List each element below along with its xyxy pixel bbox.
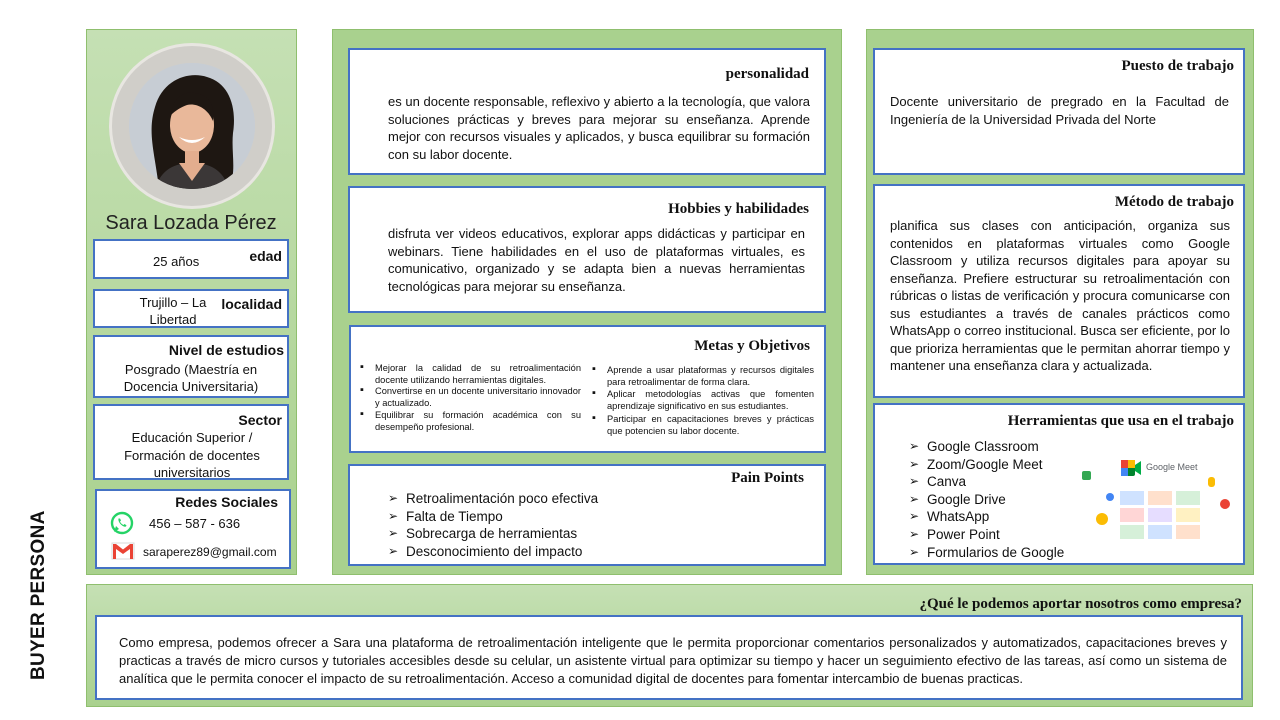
personality-text: es un docente responsable, reflexivo y abierto a la tecnología, que valora soluciones prácticas y breves para mejorar su enseñanza. Aprende mejor con recursos visuales y aplicados, y busca equilibrar su formación con su labor docente. [388, 94, 810, 162]
personality-title: personalidad [725, 66, 809, 82]
decor-dot [1220, 499, 1230, 509]
goals-left-list [360, 363, 581, 433]
list-item: ➢ Google Drive [909, 491, 1064, 509]
list-item: ▪ Mejorar la calidad de su retroalimentación docente utilizando herramientas digitales. [360, 363, 581, 386]
offer-text: Como empresa, podemos ofrecer a Sara una plataforma de retroalimentación inteligente que le permita proporcionar comentarios personalizados y automatizados, capacitaciones breves y practicas a través de micro cursos y tutoriales accesibles desde su celular, un asistente virtual para optimizar su tiempo y hacer un seguimiento efectivo de las tareas, así como un sistema de analítica que le permita conocer el impacto de su retroalimentación. Acceso a comunidad digital de docentes para fomentar intercambio de buenas practicas. [119, 635, 1227, 686]
tools-list [909, 438, 1064, 561]
google-meet-logo-text: Google Meet [1146, 462, 1198, 472]
personality-card [348, 48, 826, 175]
offer-card [95, 615, 1243, 700]
list-item: ▪ Participar en capacitaciones breves y prácticas que potencien su labor docente. [592, 414, 814, 437]
location-card [93, 289, 289, 328]
tools-title: Herramientas que usa en el trabajo [1007, 413, 1234, 429]
list-item: ➢ Formularios de Google [909, 544, 1064, 562]
method-card [873, 184, 1245, 398]
decor-dot [1096, 513, 1108, 525]
goals-right-list [592, 365, 814, 437]
job-card [873, 48, 1245, 175]
social-card [95, 489, 291, 569]
method-title: Método de trabajo [1114, 194, 1234, 210]
age-label: edad [249, 248, 282, 264]
whatsapp-icon [110, 511, 134, 535]
age-value: 25 años [153, 254, 200, 269]
goals-title: Metas y Objetivos [694, 338, 810, 354]
email-address[interactable]: saraperez89@gmail.com [143, 545, 277, 559]
method-text: planifica sus clases con anticipación, organiza sus contenidos en plataformas virtuales como Google Classroom y utiliza recursos digitales para apoyar su enseñanza. Prefiere estructurar su retroalimentación con rúbricas o listas de verificación y procura comunicarse con sus estudiantes a través de canales prácticos como WhatsApp o correo institucional. Busca ser eficiente, por lo que prioriza herramientas que le permitan ahorrar tiempo y mantener una enseñanza clara y actualizada. [890, 218, 1230, 373]
phone-number: 456 – 587 - 636 [149, 516, 241, 531]
sector-value: Educación Superior / Formación de docentes universitarios [124, 430, 260, 480]
goals-card [349, 325, 826, 453]
pain-points-card [348, 464, 826, 566]
job-text: Docente universitario de pregrado en la Facultad de Ingeniería de la Universidad Privada del Norte [890, 94, 1229, 127]
page-title: BUYER PERSONA [28, 510, 49, 680]
location-value: Trujillo – La Libertad [139, 295, 207, 327]
offer-title: ¿Qué le podemos aportar nosotros como empresa? [919, 596, 1242, 612]
education-card [93, 335, 289, 398]
list-item: ➢ Falta de Tiempo [388, 508, 598, 526]
sector-card [93, 404, 289, 480]
list-item: ➢ WhatsApp [909, 508, 1064, 526]
list-item: ➢ Zoom/Google Meet [909, 456, 1064, 474]
gmail-icon [111, 542, 135, 560]
job-title: Puesto de trabajo [1121, 58, 1234, 74]
hobbies-title: Hobbies y habilidades [668, 201, 809, 217]
location-label: localidad [221, 296, 282, 312]
decor-dot [1208, 477, 1215, 487]
persona-name: Sara Lozada Pérez [105, 212, 277, 234]
tools-card [873, 403, 1245, 565]
list-item: ➢ Canva [909, 473, 1064, 491]
sector-label: Sector [238, 412, 282, 428]
pain-points-list [388, 490, 598, 561]
age-card [93, 239, 289, 279]
avatar [109, 43, 275, 209]
list-item: ▪ Aprende a usar plataformas y recursos digitales para retroalimentar de forma clara. [592, 365, 814, 388]
list-item: ➢ Desconocimiento del impacto [388, 543, 598, 561]
list-item: ➢ Power Point [909, 526, 1064, 544]
decor-dot [1106, 493, 1114, 501]
list-item: ▪ Equilibrar su formación académica con su desempeño profesional. [360, 410, 581, 433]
profile-photo [129, 63, 255, 189]
google-meet-icon [1121, 460, 1141, 476]
list-item: ▪ Convertirse en un docente universitario innovador y actualizado. [360, 386, 581, 409]
pain-points-title: Pain Points [731, 470, 804, 486]
social-label: Redes Sociales [175, 494, 278, 510]
hobbies-card [348, 186, 826, 313]
list-item: ➢ Google Classroom [909, 438, 1064, 456]
hobbies-text: disfruta ver videos educativos, explorar apps didácticas y participar en webinars. Tiene habilidades en el uso de plataformas virtuales, es comunicativo, organizado y se adapta bien a nuevas herramientas tecnológicas para mejorar su enseñanza. [388, 226, 805, 294]
list-item: ➢ Sobrecarga de herramientas [388, 525, 598, 543]
google-meet-illustration [1080, 457, 1234, 539]
education-value: Posgrado (Maestría en Docencia Universitaria) [123, 362, 259, 394]
list-item: ▪ Aplicar metodologías activas que fomenten aprendizaje significativo en sus estudiantes. [592, 389, 814, 412]
education-label: Nivel de estudios [168, 342, 284, 358]
decor-dot [1082, 471, 1091, 480]
list-item: ➢ Retroalimentación poco efectiva [388, 490, 598, 508]
video-grid [1120, 491, 1204, 539]
